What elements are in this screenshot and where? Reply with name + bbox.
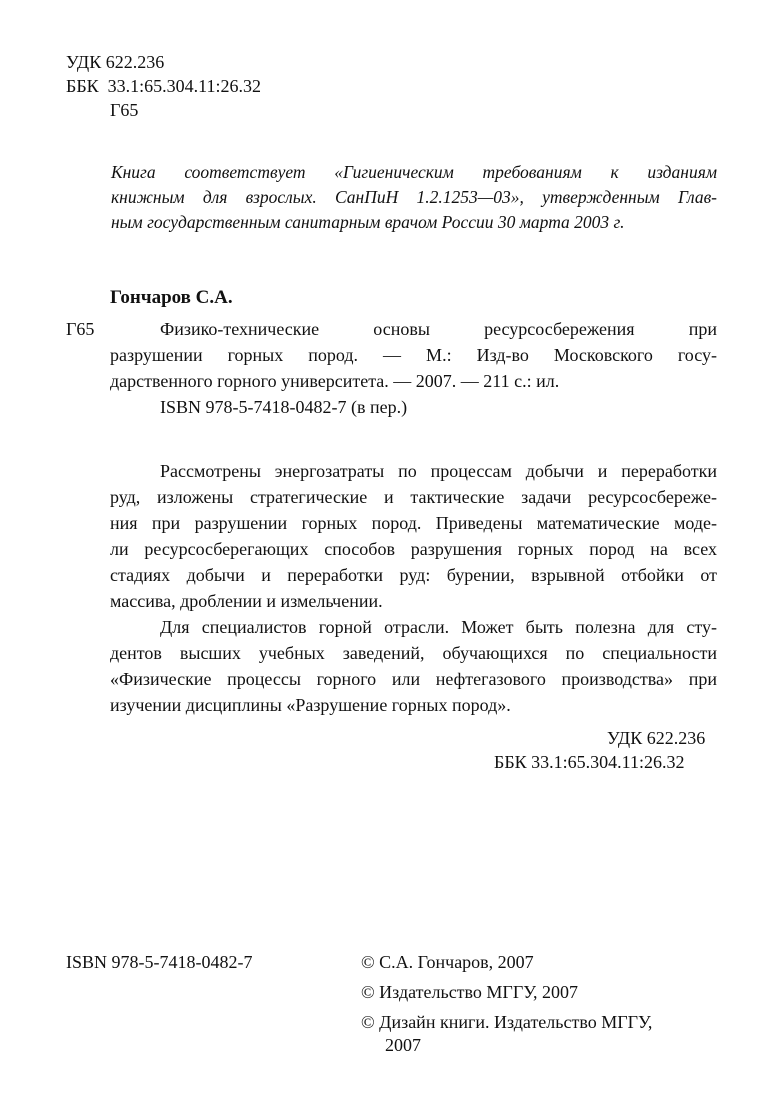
notice-line: ным государственным санитарным врачом России 30 марта 2003 г. [111,212,625,232]
entry-author: Гончаров С.А. [110,287,233,308]
copyright-line-year: 2007 [385,1035,421,1055]
footer-isbn: ISBN 978-5-7418-0482-7 [66,952,253,972]
udk-bottom: УДК 622.236 [607,728,706,748]
abstract-line: Рассмотрены энергозатраты по процессам добычи и переработки [160,461,717,481]
copyright-line: © С.А. Гончаров, 2007 [361,952,534,972]
audience-line: Для специалистов горной отрасли. Может быть полезна для сту- [160,617,717,637]
audience-line: дентов высших учебных заведений, обучающихся по специальности [110,643,717,663]
udk-top: УДК 622.236 [66,52,165,72]
notice-line: Книга соответствует «Гигиеническим требованиям к изданиям [111,162,717,182]
abstract-line: стадиях добычи и переработки руд: бурении, взрывной отбойки от [110,565,717,585]
copyright-line: © Дизайн книги. Издательство МГГУ, [361,1012,653,1032]
abstract-line: ли ресурсосберегающих способов разрушения горных пород на всех [110,539,717,559]
entry-code: Г65 [66,319,95,339]
notice-line: книжным для взрослых. СанПиН 1.2.1253—03», утвержденным Глав- [111,187,717,207]
copyright-line: © Издательство МГГУ, 2007 [361,982,579,1002]
bbk-bottom: ББК 33.1:65.304.11:26.32 [494,752,685,772]
audience-line: изучении дисциплины «Разрушение горных пород». [110,695,511,715]
abstract-line: массива, дроблении и измельчении. [110,591,383,611]
author-mark-top: Г65 [110,100,139,120]
entry-title-line: дарственного горного университета. — 2007. — 211 с.: ил. [110,371,560,391]
bbk-top: ББК 33.1:65.304.11:26.32 [66,76,262,96]
abstract-line: ния при разрушении горных пород. Приведены математические моде- [110,513,717,533]
entry-title-line: Физико-технические основы ресурсосбережения при [160,319,717,339]
entry-isbn: ISBN 978-5-7418-0482-7 (в пер.) [160,397,408,417]
abstract-line: руд, изложены стратегические и тактические задачи ресурсосбереже- [110,487,717,507]
audience-line: «Физические процессы горного или нефтегазового производства» при [110,669,717,689]
entry-title-line: разрушении горных пород. — М.: Изд-во Московского госу- [110,345,717,365]
